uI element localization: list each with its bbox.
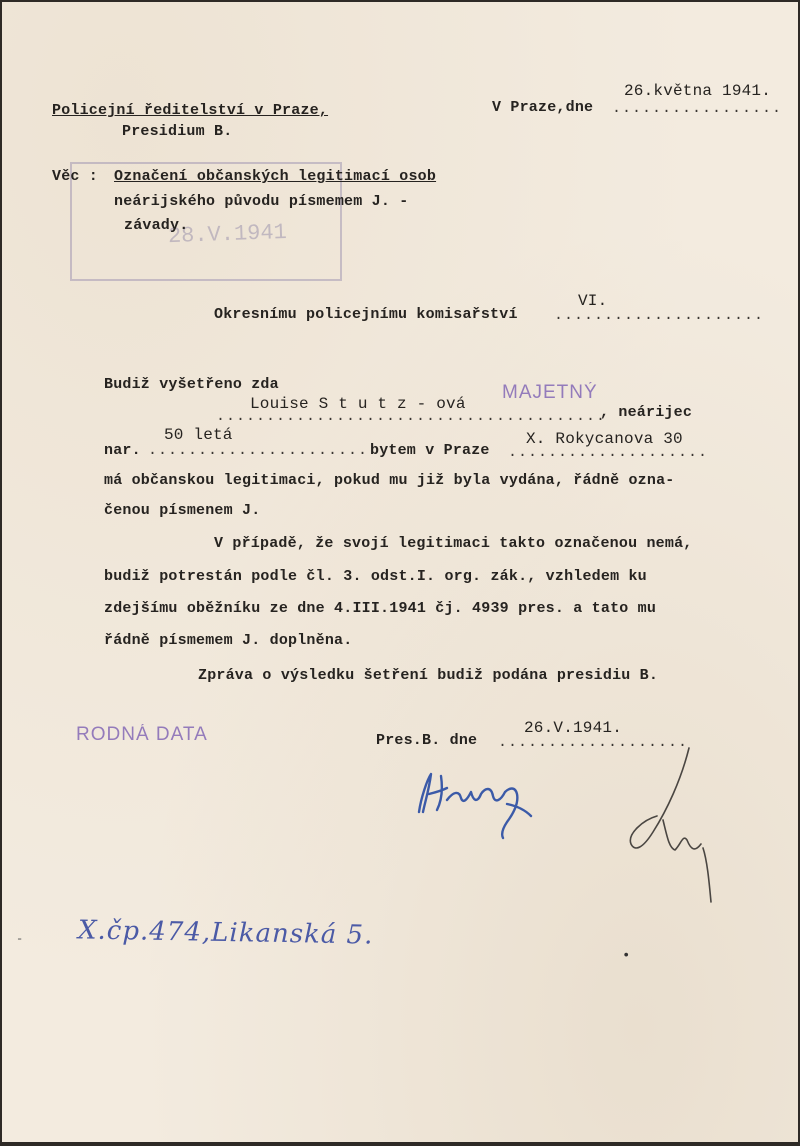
recipient-dots: ..................... xyxy=(554,307,765,324)
department-heading: Presidium B. xyxy=(122,123,233,140)
subject-line-2: neárijského původu písmemem J. - xyxy=(114,193,409,210)
handwritten-address-note xyxy=(78,915,374,950)
paragraph-2-line-4: řádně písmemem J. doplněna. xyxy=(104,632,353,649)
rodna-data-stamp: RODNÁ DATA xyxy=(76,724,208,745)
person-age: 50 letá xyxy=(164,426,233,444)
pres-date: 26.V.1941. xyxy=(524,719,623,737)
place-date-label: V Praze,dne xyxy=(492,99,594,116)
address-dots: .................... xyxy=(508,444,709,461)
majetny-stamp: MAJETNÝ xyxy=(502,382,598,403)
pres-date-label: Pres.B. dne xyxy=(376,732,478,749)
name-dots: ....................................... xyxy=(216,408,607,425)
body-intro: Budiž vyšetřeno zda xyxy=(104,376,279,393)
paragraph-2-line-2: budiž potrestán podle čl. 3. odst.I. org. zák., vzhledem ku xyxy=(104,568,647,585)
recipient-line: Okresnímu policejnímu komisařství xyxy=(214,306,518,323)
paragraph-2-line-3: zdejšímu oběžníku ze dne 4.III.1941 čj. 4939 pres. a tato mu xyxy=(104,600,657,617)
person-address: X. Rokycanova 30 xyxy=(526,430,683,448)
subject-line-1: Označení občanských legitimací osob xyxy=(114,168,437,185)
pres-date-dots: ................... xyxy=(498,734,689,751)
handwritten-note-text: X.čp.474,Likanská 5. xyxy=(77,915,374,951)
nonaryan-label: , neárijec xyxy=(600,404,693,421)
subject-label: Věc : xyxy=(52,168,99,185)
residence-label: bytem v Praze xyxy=(370,442,490,459)
date-dots: ................. xyxy=(612,100,783,117)
subject-line-3: závady. xyxy=(124,217,189,234)
person-name: Louise S t u t z - ová xyxy=(250,395,466,413)
paragraph-2-line-1: V případě, že svojí legitimaci takto označenou nemá, xyxy=(214,535,693,552)
margin-mark: - xyxy=(16,932,24,946)
authority-heading: Policejní ředitelství v Praze, xyxy=(52,102,329,119)
paragraph-3: Zpráva o výsledku šetření budiž podána presidiu B. xyxy=(198,667,659,684)
age-dots: ...................... xyxy=(148,442,369,459)
paragraph-1-line-1: má občanskou legitimaci, pokud mu již byla vydána, řádně ozna- xyxy=(104,472,675,489)
recipient-district: VI. xyxy=(578,292,608,310)
ink-dot: • xyxy=(622,948,631,964)
born-label: nar. xyxy=(104,442,141,459)
pencil-signature xyxy=(617,740,727,910)
document-page xyxy=(2,2,798,1142)
blue-signature xyxy=(407,764,547,844)
paragraph-1-line-2: čenou písmenem J. xyxy=(104,502,261,519)
received-stamp-date: 28.V.1941 xyxy=(167,219,288,250)
letter-date: 26.května 1941. xyxy=(624,82,772,100)
